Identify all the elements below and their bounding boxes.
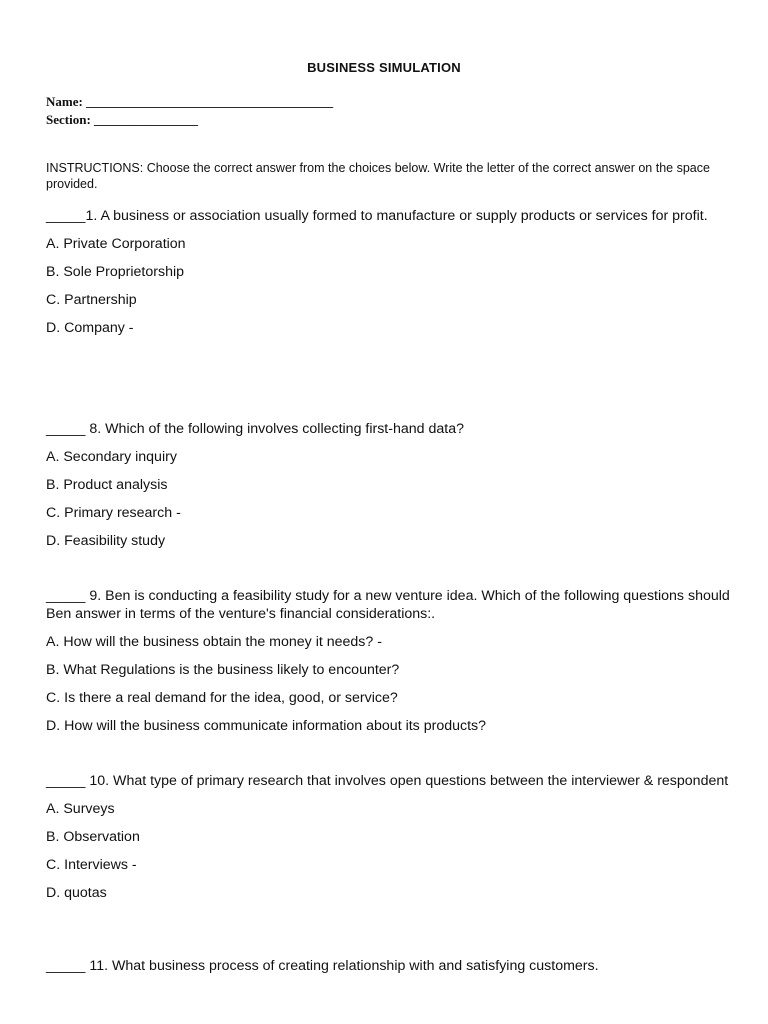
question-text: _____ 9. Ben is conducting a feasibility study for a new venture idea. Which of the following questions should Ben answer in terms of the venture's financial considerations:. [46,588,730,622]
answer-option: A. How will the business obtain the money it needs? - [46,634,382,650]
answer-option: A. Surveys [46,801,115,817]
question-text: _____ 8. Which of the following involves collecting first-hand data? [46,421,464,437]
question-text: _____ 11. What business process of creating relationship with and satisfying customers. [46,958,599,974]
question-block-10 [46,772,736,902]
name-field: Name: ______________________________________ [46,94,334,109]
question-block-8 [46,420,736,550]
answer-option: B. What Regulations is the business likely to encounter? [46,662,400,678]
instructions-text: INSTRUCTIONS: Choose the correct answer from the choices below. Write the letter of the correct answer on the space provided. [46,161,710,191]
question-block-11 [46,957,736,975]
answer-option: A. Private Corporation [46,236,186,252]
question-text: _____1. A business or association usually formed to manufacture or supply products or services for profit. [46,208,708,224]
answer-option: D. quotas [46,885,107,901]
question-text: _____ 10. What type of primary research that involves open questions between the interviewer & respondent [46,773,729,789]
answer-option: B. Product analysis [46,477,168,493]
question-block-9 [46,587,736,735]
answer-option: D. Company - [46,320,134,336]
answer-option: D. Feasibility study [46,533,166,549]
answer-option: C. Is there a real demand for the idea, good, or service? [46,690,398,706]
answer-option: D. How will the business communicate information about its products? [46,718,487,734]
answer-option: B. Observation [46,829,140,845]
section-field: Section: ________________ [46,112,199,127]
document-title: BUSINESS SIMULATION [307,60,461,75]
answer-option: A. Secondary inquiry [46,449,177,465]
answer-option: C. Partnership [46,292,137,308]
answer-option: C. Interviews - [46,857,137,873]
question-block-1 [46,207,736,337]
answer-option: B. Sole Proprietorship [46,264,185,280]
answer-option: C. Primary research - [46,505,181,521]
